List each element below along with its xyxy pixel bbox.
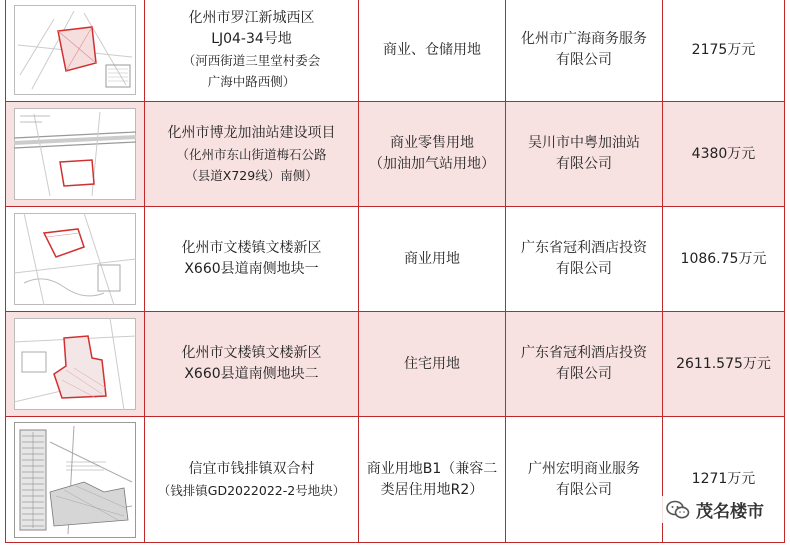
table-row bbox=[6, 417, 785, 543]
watermark bbox=[662, 496, 768, 523]
buyer-line: 吴川市中粤加油站 bbox=[528, 135, 640, 151]
transaction-price: 1086.75万元 bbox=[663, 207, 785, 312]
table-row bbox=[6, 207, 785, 312]
site-map-thumbnail bbox=[6, 207, 145, 312]
land-use-line: 商业、仓储用地 bbox=[383, 41, 481, 58]
land-use-line: 商业用地 bbox=[404, 250, 460, 267]
land-use-line: 商业零售用地 bbox=[390, 135, 474, 151]
land-use-line: 住宅用地 bbox=[404, 355, 460, 372]
site-map-image bbox=[14, 422, 136, 538]
parcel-location bbox=[145, 0, 359, 102]
site-map-image bbox=[14, 5, 136, 95]
buyer-line: 有限公司 bbox=[556, 366, 612, 382]
transaction-price: 2175万元 bbox=[663, 0, 785, 102]
site-map-image bbox=[14, 318, 136, 410]
parcel-location bbox=[145, 102, 359, 207]
location-line: X660县道南侧地块二 bbox=[184, 366, 319, 382]
table-row bbox=[6, 312, 785, 417]
land-use bbox=[359, 312, 506, 417]
buyer-line: 有限公司 bbox=[556, 261, 612, 277]
watermark-text: 茂名楼市 bbox=[696, 502, 764, 522]
land-use bbox=[359, 102, 506, 207]
site-map-thumbnail bbox=[6, 0, 145, 102]
location-line: 化州市罗江新城西区 bbox=[188, 10, 315, 26]
table-row bbox=[6, 0, 785, 102]
parcel-location bbox=[145, 312, 359, 417]
buyer-name bbox=[506, 102, 663, 207]
location-line: （河西街道三里堂村委会 bbox=[182, 53, 321, 68]
site-map-thumbnail bbox=[6, 312, 145, 417]
land-transaction-table bbox=[5, 0, 785, 543]
land-use bbox=[359, 207, 506, 312]
buyer-line: 有限公司 bbox=[556, 156, 612, 172]
location-line: 广海中路西侧） bbox=[207, 74, 296, 89]
transaction-price: 2611.575万元 bbox=[663, 312, 785, 417]
site-map-image bbox=[14, 108, 136, 200]
location-line: 信宜市钱排镇双合村 bbox=[188, 460, 315, 477]
site-map-image bbox=[14, 213, 136, 305]
wechat-icon bbox=[666, 500, 690, 520]
buyer-line: 广东省冠利酒店投资 bbox=[521, 345, 647, 361]
buyer-line: 广东省冠利酒店投资 bbox=[521, 240, 647, 256]
land-use-line: （加油加气站用地） bbox=[369, 156, 495, 172]
land-use-line: 类居住用地R2） bbox=[380, 481, 484, 498]
table-row bbox=[6, 102, 785, 207]
buyer-name bbox=[506, 312, 663, 417]
buyer-name bbox=[506, 207, 663, 312]
buyer-name bbox=[506, 0, 663, 102]
location-line: （化州市东山街道梅石公路 bbox=[176, 146, 327, 162]
buyer-line: 化州市广海商务服务 bbox=[521, 31, 647, 47]
site-map-thumbnail bbox=[6, 417, 145, 543]
location-line: 化州市文楼镇文楼新区 bbox=[181, 345, 322, 361]
location-line: （县道X729线）南侧） bbox=[185, 167, 318, 183]
buyer-line: 有限公司 bbox=[556, 481, 612, 498]
location-line: X660县道南侧地块一 bbox=[184, 261, 319, 277]
land-use bbox=[359, 0, 506, 102]
location-line: 化州市文楼镇文楼新区 bbox=[181, 240, 322, 256]
transaction-price: 4380万元 bbox=[663, 102, 785, 207]
parcel-location bbox=[145, 207, 359, 312]
site-map-thumbnail bbox=[6, 102, 145, 207]
land-use-line: 商业用地B1（兼容二 bbox=[366, 460, 498, 477]
location-line: LJ04-34号地 bbox=[211, 31, 292, 47]
parcel-location bbox=[145, 417, 359, 543]
land-use bbox=[359, 417, 506, 543]
location-line: 化州市博龙加油站建设项目 bbox=[167, 124, 336, 141]
buyer-name bbox=[506, 417, 663, 543]
location-line: （钱排镇GD2022022-2号地块） bbox=[157, 482, 346, 498]
buyer-line: 有限公司 bbox=[556, 52, 612, 68]
buyer-line: 广州宏明商业服务 bbox=[528, 460, 640, 477]
transaction-price: 1271万元 bbox=[663, 417, 785, 543]
